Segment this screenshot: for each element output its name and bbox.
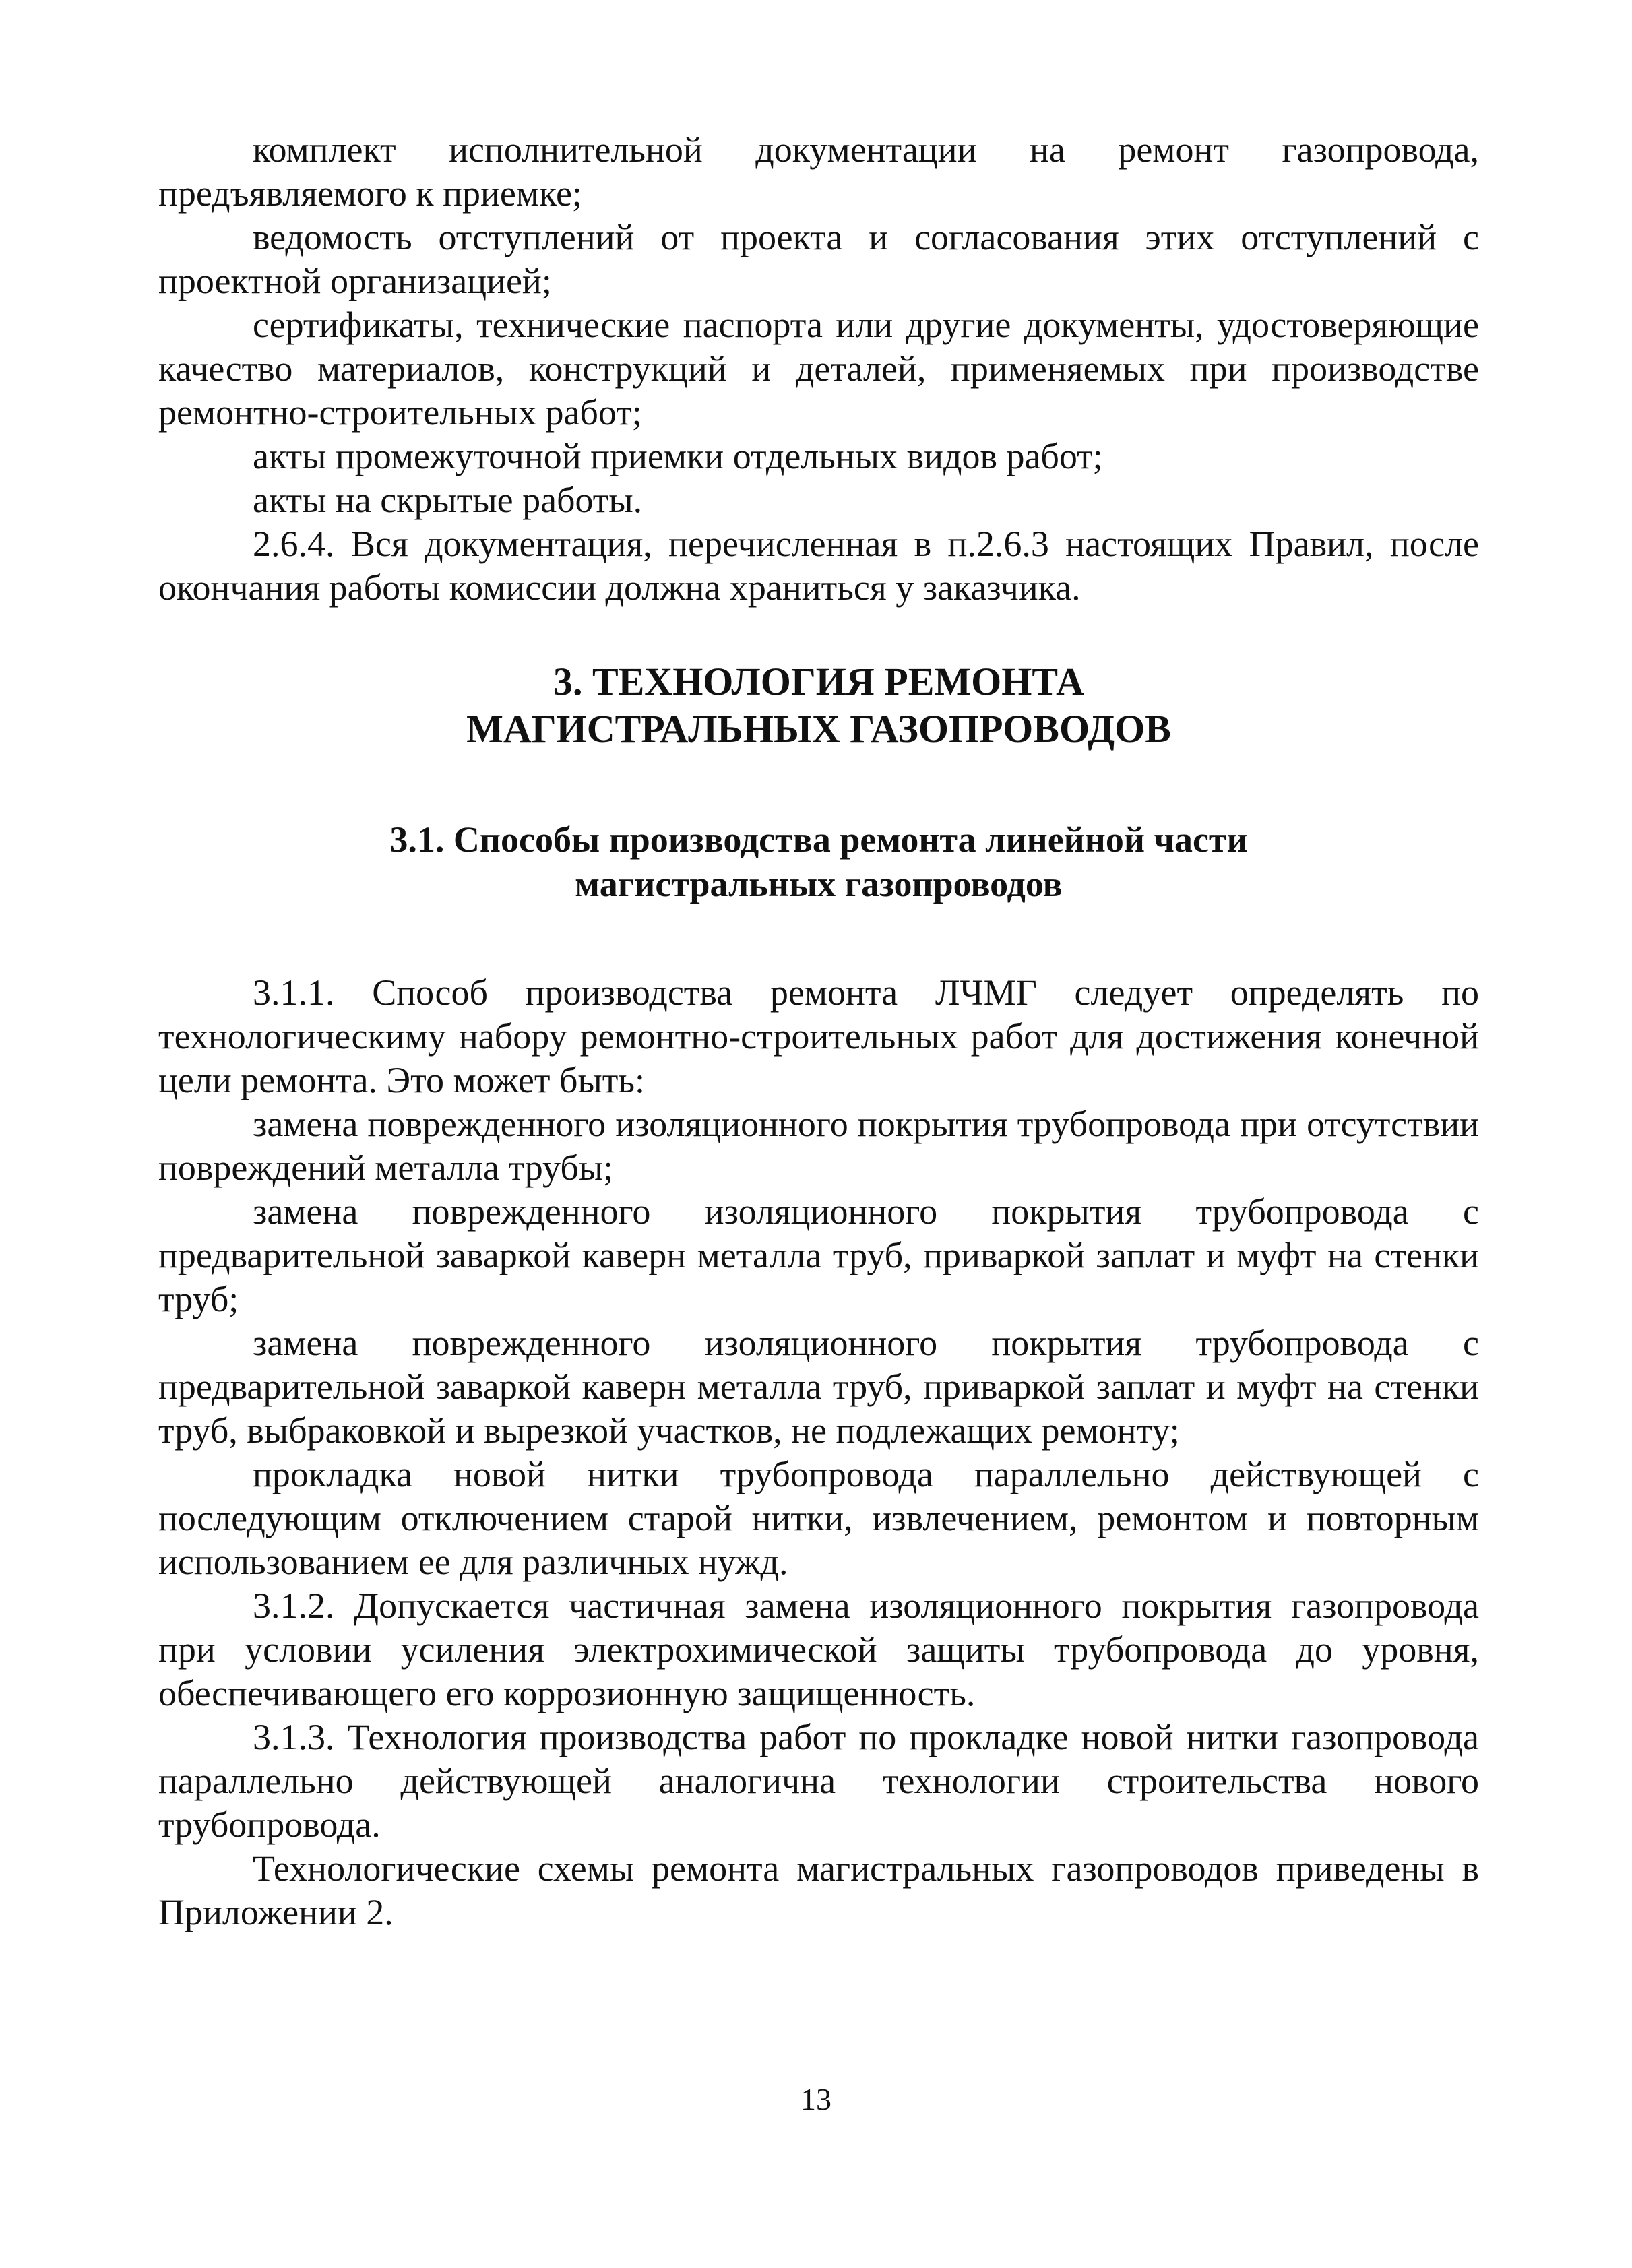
paragraph-3-1-3: 3.1.3. Технология производства работ по прокладке новой нитки газопровода параллельно действующей аналогична технологии строительства нового трубопровода. bbox=[158, 1717, 1479, 1845]
paragraph-3-1-1: 3.1.1. Способ производства ремонта ЛЧМГ следует определять по технологическиму набору ремонтно-строительных работ для достижения конечной цели ремонта. Это может быть: bbox=[158, 972, 1479, 1100]
paragraph-appendix-reference: Технологические схемы ремонта магистральных газопроводов приведены в Приложении 2. bbox=[158, 1848, 1479, 1932]
paragraph-hidden-works-acts: акты на скрытые работы. bbox=[253, 480, 643, 520]
page-number: 13 bbox=[801, 2082, 831, 2116]
paragraph-deviations-list: ведомость отступлений от проекта и согласования этих отступлений с проектной организацией; bbox=[158, 217, 1479, 301]
paragraph-2-6-4: 2.6.4. Вся документация, перечисленная в п.2.6.3 настоящих Правил, после окончания работы комиссии должна храниться у заказчика. bbox=[158, 524, 1479, 608]
section-title-line-2: МАГИСТРАЛЬНЫХ ГАЗОПРОВОДОВ bbox=[466, 707, 1171, 751]
document-page bbox=[158, 128, 1479, 1934]
paragraph-certificates: сертификаты, технические паспорта или другие документы, удостоверяющие качество материалов, конструкций и деталей, применяемых при производстве ремонтно-строительных работ; bbox=[158, 305, 1479, 433]
paragraph-new-pipeline-laying: прокладка новой нитки трубопровода параллельно действующей с последующим отключением старой нитки, извлечением, ремонтом и повторным использованием ее для различных нужд. bbox=[158, 1454, 1479, 1582]
paragraph-3-1-2: 3.1.2. Допускается частичная замена изоляционного покрытия газопровода при условии усиления электрохимической защиты трубопровода до уровня, обеспечивающего его коррозионную защищенность. bbox=[158, 1585, 1479, 1713]
paragraph-documentation-set: комплект исполнительной документации на ремонт газопровода, предъявляемого к приемке; bbox=[158, 129, 1479, 214]
paragraph-intermediate-acts: акты промежуточной приемки отдельных видов работ; bbox=[253, 436, 1103, 476]
paragraph-coating-with-welding: замена поврежденного изоляционного покрытия трубопровода с предварительной заваркой каверн металла труб, приваркой заплат и муфт на стенки труб; bbox=[158, 1191, 1479, 1319]
paragraph-coating-replacement: замена поврежденного изоляционного покрытия трубопровода при отсутствии повреждений металла трубы; bbox=[158, 1104, 1479, 1188]
subsection-title-line-1: 3.1. Способы производства ремонта линейной части bbox=[389, 819, 1248, 860]
subsection-title-line-2: магистральных газопроводов bbox=[575, 864, 1063, 904]
section-title-line-1: 3. ТЕХНОЛОГИЯ РЕМОНТА bbox=[553, 660, 1085, 703]
paragraph-coating-with-rejection: замена поврежденного изоляционного покрытия трубопровода с предварительной заваркой каверн металла труб, приваркой заплат и муфт на стенки труб, выбраковкой и вырезкой участков, не подлежащих ремонту; bbox=[158, 1323, 1479, 1451]
